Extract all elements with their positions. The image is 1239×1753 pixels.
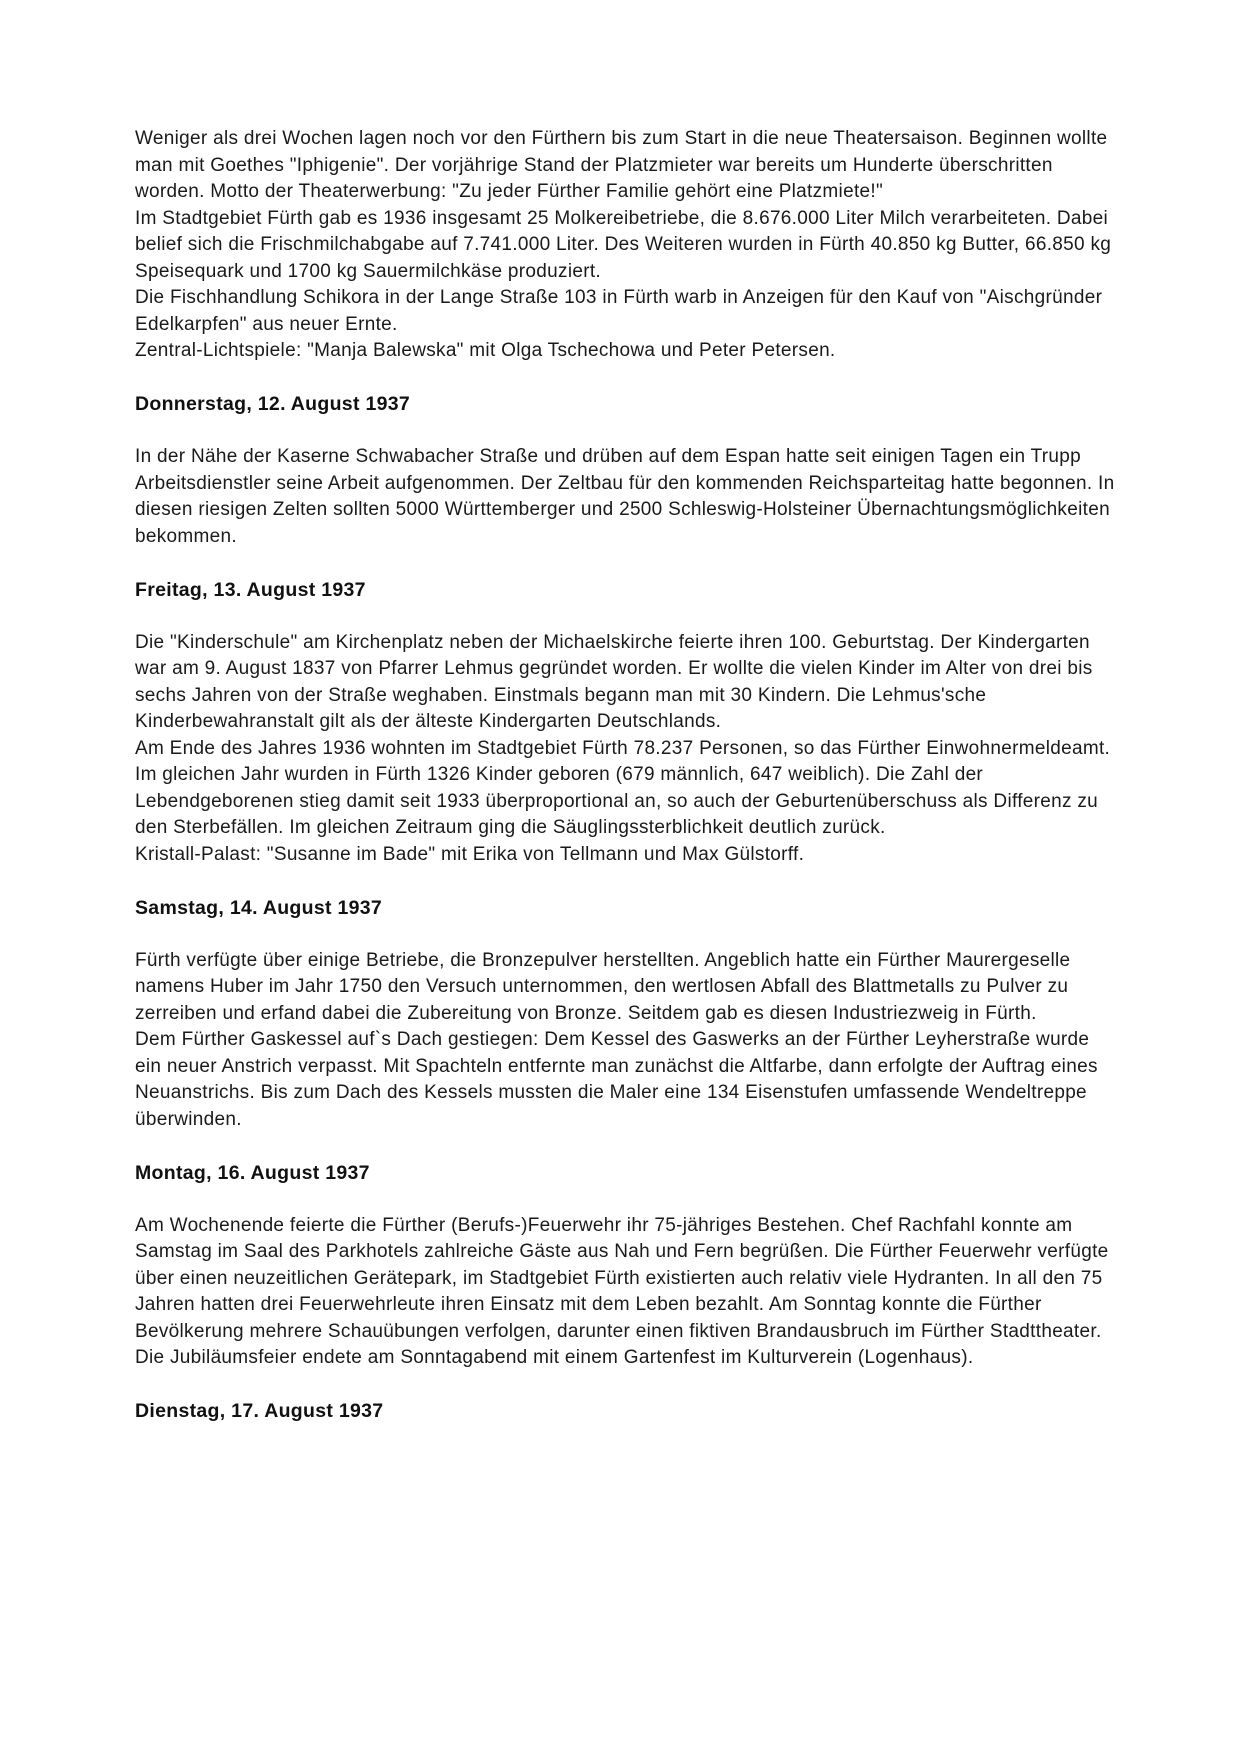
text-entry: Die Fischhandlung Schikora in der Lange Straße 103 in Fürth warb in Anzeigen für den Kauf von "Aischgründer Edelkarpfen" aus neuer Ernte. xyxy=(135,287,1103,335)
text-entry: Weniger als drei Wochen lagen noch vor den Fürthern bis zum Start in die neue Theatersaison. Beginnen wollte man mit Goethes "Iphigenie". Der vorjährige Stand der Platzmieter war bereits um Hunderte überschritten worden. Motto der Theaterwerbung: "Zu jeder Fürther Familie gehört eine Platzmiete!" xyxy=(135,128,1108,202)
text-entry: Dem Fürther Gaskessel auf`s Dach gestiegen: Dem Kessel des Gaswerks an der Fürther Leyherstraße wurde ein neuer Anstrich verpasst. Mit Spachteln entfernte man zunächst die Altfarbe, dann erfolgte der Auftrag eines Neuanstrichs. Bis zum Dach des Kessels mussten die Maler eine 134 Eisenstufen umfassende Wendeltreppe überwinden. xyxy=(135,1029,1098,1130)
section-donnerstag-12-august-1937 xyxy=(135,391,1115,550)
section-dienstag-17-august-1937 xyxy=(135,1398,1115,1425)
text-entry: Die "Kinderschule" am Kirchenplatz neben der Michaelskirche feierte ihren 100. Geburtstag. Der Kindergarten war am 9. August 1837 von Pfarrer Lehmus gegründet worden. Er wollte die vielen Kinder im Alter von drei bis sechs Jahren von der Straße weghaben. Einstmals begann man mit 30 Kindern. Die Lehmus'sche Kinderbewahranstalt gilt als der älteste Kindergarten Deutschlands. xyxy=(135,631,1093,732)
section-heading: Montag, 16. August 1937 xyxy=(135,1161,370,1184)
text-entry: In der Nähe der Kaserne Schwabacher Straße und drüben auf dem Espan hatte seit einigen Tagen ein Trupp Arbeitsdienstler seine Arbeit aufgenommen. Der Zeltbau für den kommenden Reichsparteitag hatte begonnen. In diesen riesigen Zelten sollten 5000 Württemberger und 2500 Schleswig-Holsteiner Übernachtungsmöglichkeiten bekommen. xyxy=(135,446,1115,547)
text-entry: Zentral-Lichtspiele: "Manja Balewska" mit Olga Tschechowa und Peter Petersen. xyxy=(135,340,836,361)
text-entry: Am Wochenende feierte die Fürther (Berufs-)Feuerwehr ihr 75-jähriges Bestehen. Chef Rachfahl konnte am Samstag im Saal des Parkhotels zahlreiche Gäste aus Nah und Fern begrüßen. Die Fürther Feuerwehr verfügte über einen neuzeitlichen Gerätepark, im Stadtgebiet Fürth existierten auch relativ viele Hydranten. In all den 75 Jahren hatten drei Feuerwehrleute ihren Einsatz mit dem Leben bezahlt. Am Sonntag konnte die Fürther Bevölkerung mehrere Schauübungen verfolgen, darunter einen fiktiven Brandausbruch im Fürther Stadttheater. Die Jubiläumsfeier endete am Sonntagabend mit einem Gartenfest im Kulturverein (Logenhaus). xyxy=(135,1214,1109,1368)
section-heading: Samstag, 14. August 1937 xyxy=(135,896,383,919)
section-samstag-14-august-1937 xyxy=(135,895,1115,1134)
text-entry: Kristall-Palast: "Susanne im Bade" mit Erika von Tellmann und Max Gülstorff. xyxy=(135,843,805,865)
text-entry: Am Ende des Jahres 1936 wohnten im Stadtgebiet Fürth 78.237 Personen, so das Fürther Einwohnermeldeamt. Im gleichen Jahr wurden in Fürth 1326 Kinder geboren (679 männlich, 647 weiblich). Die Zahl der Lebendgeborenen stieg damit seit 1933 überproportional an, so auch der Geburtenüberschuss als Differenz zu den Sterbefällen. Im gleichen Zeitraum ging die Säuglingssterblichkeit deutlich zurück. xyxy=(135,737,1111,838)
section-freitag-13-august-1937 xyxy=(135,577,1115,869)
section-montag-16-august-1937 xyxy=(135,1160,1115,1372)
section-heading: Dienstag, 17. August 1937 xyxy=(135,1400,384,1422)
section-heading: Donnerstag, 12. August 1937 xyxy=(135,393,411,415)
section-heading: Freitag, 13. August 1937 xyxy=(135,578,366,601)
text-entry: Fürth verfügte über einige Betriebe, die Bronzepulver herstellten. Angeblich hatte ein Fürther Maurergeselle namens Huber im Jahr 1750 den Versuch unternommen, den wertlosen Abfall des Blattmetalls zu Pulver zu zerreiben und erfand dabei die Zubereitung von Bronze. Seitdem gab es diesen Industriezweig in Fürth. xyxy=(135,949,1071,1024)
section-intro xyxy=(135,126,1115,365)
text-entry: Im Stadtgebiet Fürth gab es 1936 insgesamt 25 Molkereibetriebe, die 8.676.000 Liter Milch verarbeiteten. Dabei belief sich die Frischmilchabgabe auf 7.741.000 Liter. Des Weiteren wurden in Fürth 40.850 kg Butter, 66.850 kg Speisequark und 1700 kg Sauermilchkäse produziert. xyxy=(135,207,1112,282)
document-content xyxy=(135,126,1115,1425)
